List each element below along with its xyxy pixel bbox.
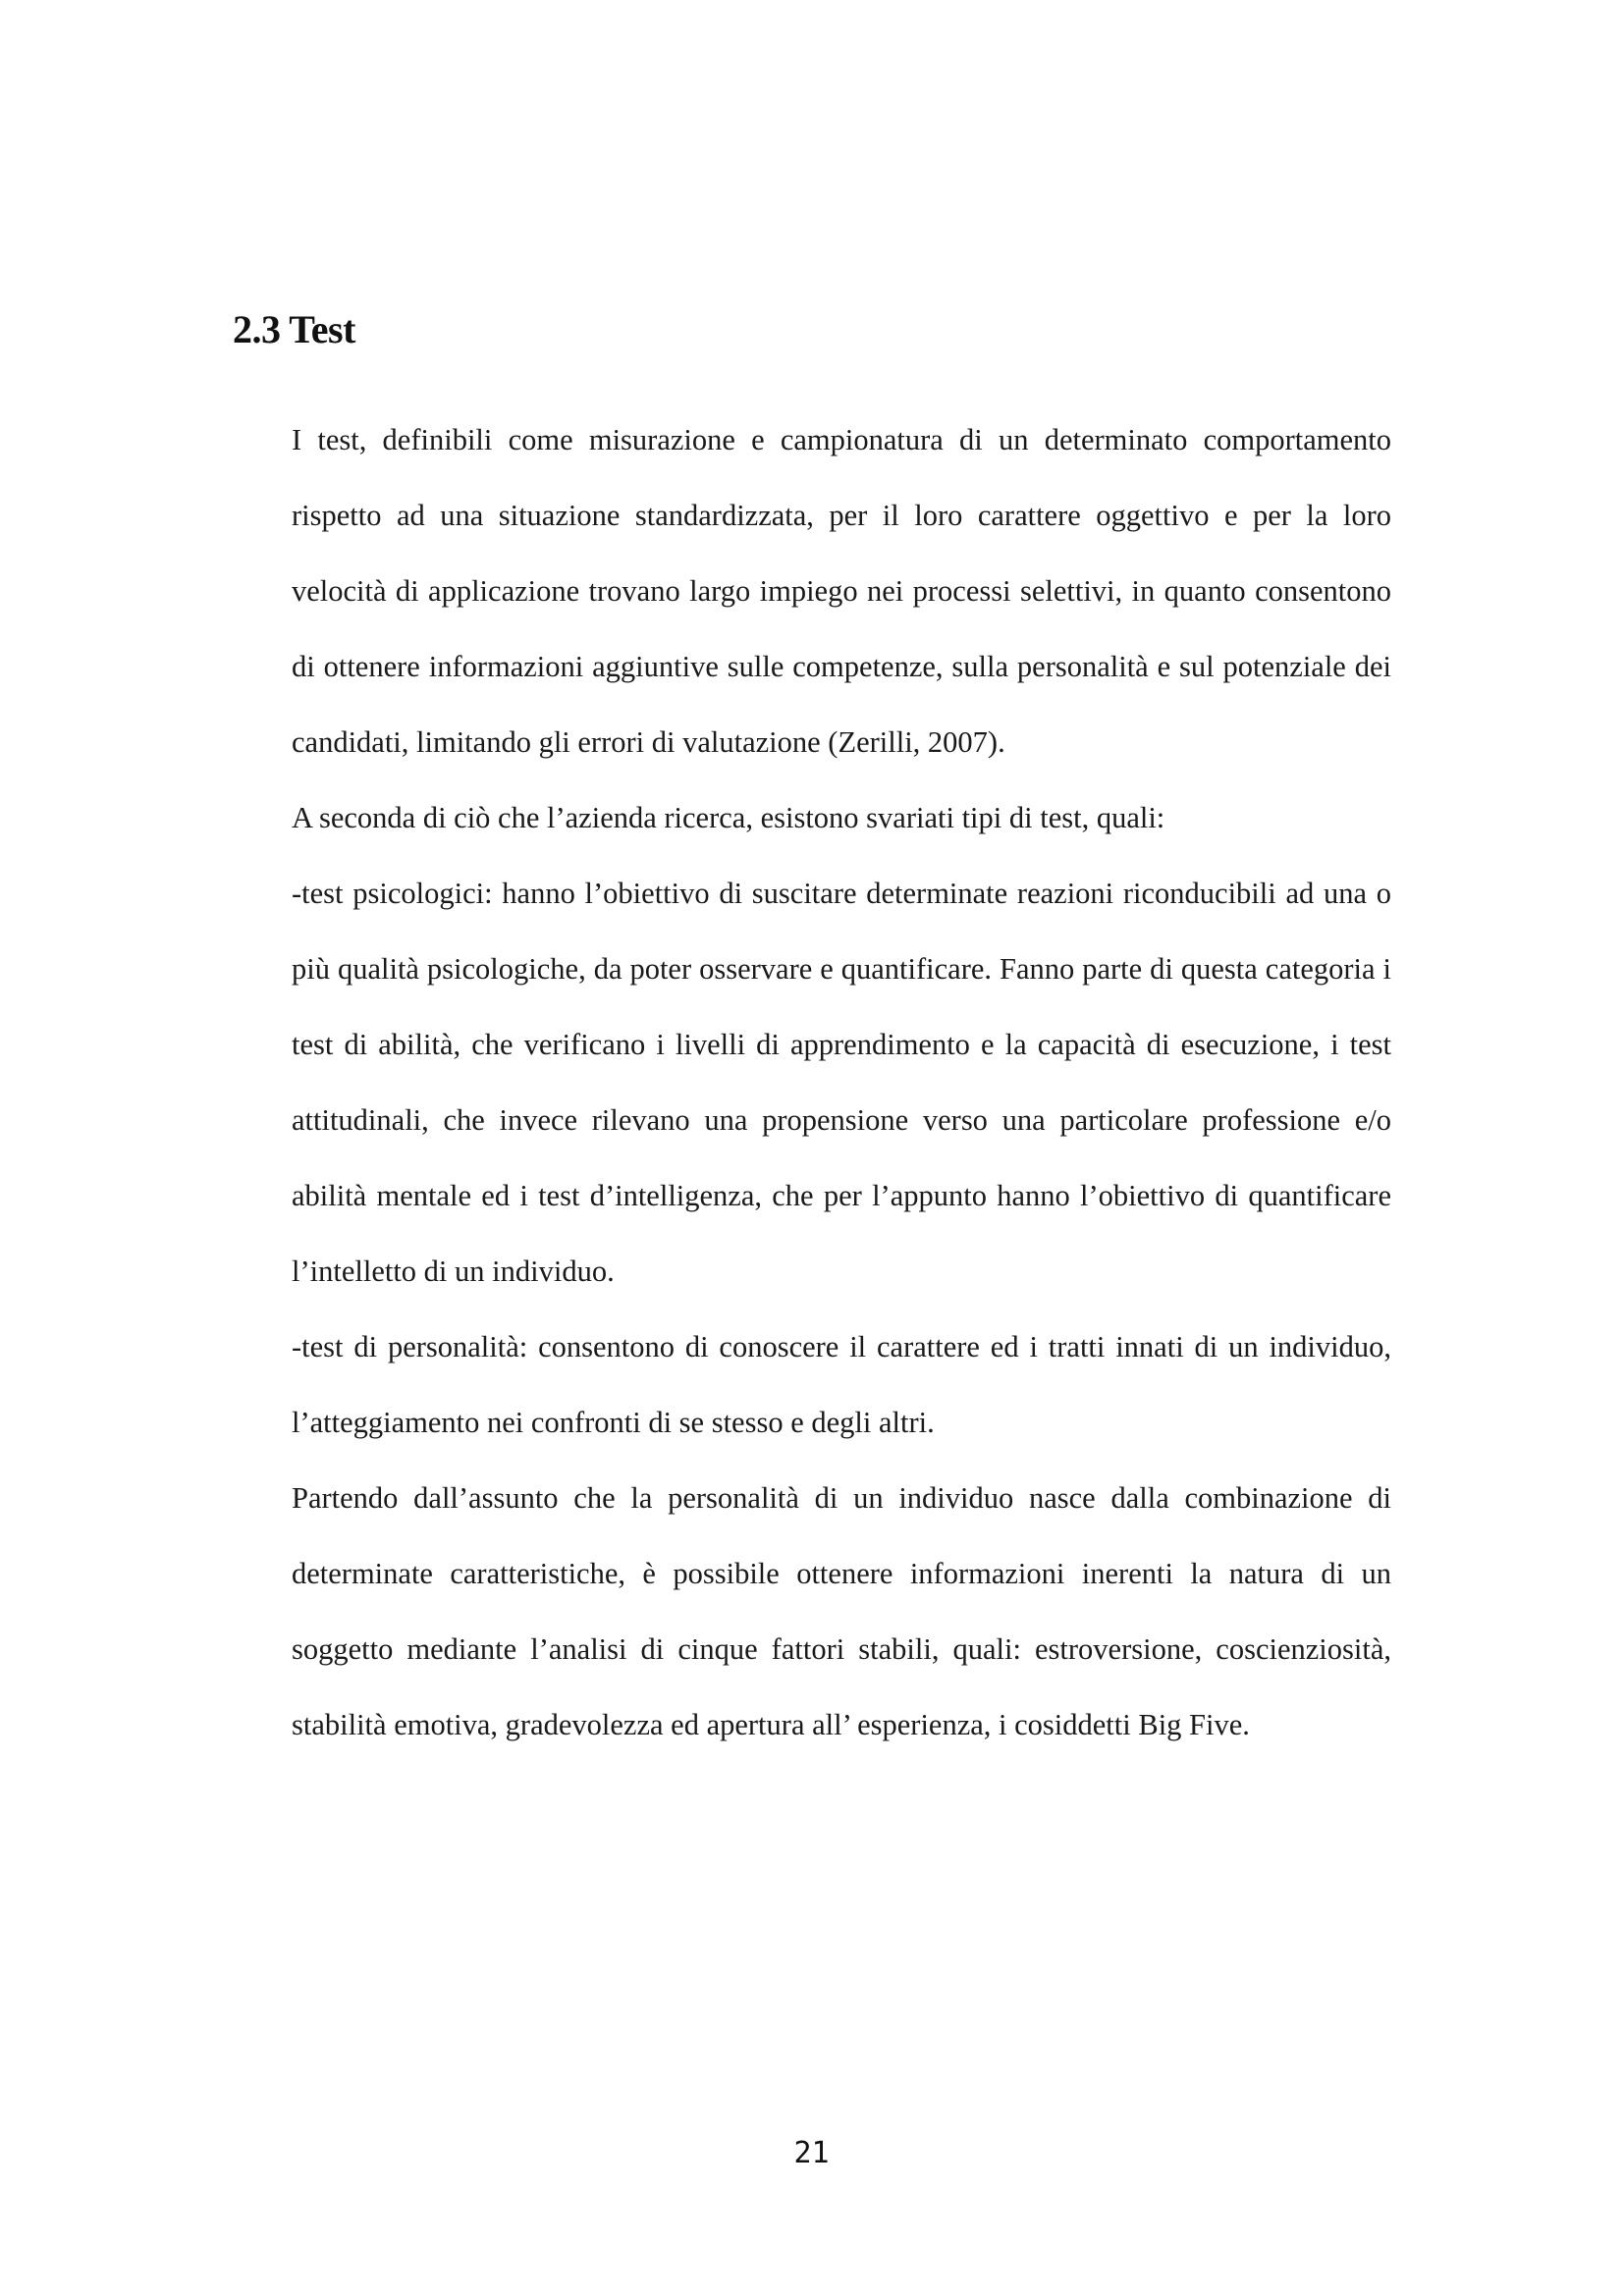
section-heading: 2.3 Test (233, 307, 355, 351)
page-number: 21 (793, 2136, 830, 2170)
paragraph-psychological-tests: -test psicologici: hanno l’obiettivo di suscitare determinate reazioni riconducibili ad una o più qualità psicologiche, da poter osservare e quantificare. Fanno parte di questa categoria i test di abilità, che verificano i livelli di apprendimento e la capacità di esecuzione, i test attitudinali, che invece rilevano una propensione verso una particolare professione e/o abilità mentale ed i test d’intelligenza, che per l’appunto hanno l’obiettivo di quantificare l’intelletto di un individuo. (292, 877, 1391, 1288)
paragraph-personality-tests: -test di personalità: consentono di conoscere il carattere ed i tratti innati di un individuo, l’atteggiamento nei confronti di se stesso e degli altri. (292, 1330, 1391, 1439)
paragraph-test-types-intro: A seconda di ciò che l’azienda ricerca, esistono svariati tipi di test, quali: (292, 801, 1165, 834)
paragraph-test-definition: I test, definibili come misurazione e campionatura di un determinato comportamento rispetto ad una situazione standardizzata, per il loro carattere oggettivo e per la loro velocità di applicazione trovano largo impiego nei processi selettivi, in quanto consentono di ottenere informazioni aggiuntive sulle competenze, sulla personalità e sul potenziale dei candidati, limitando gli errori di valutazione (Zerilli, 2007). (292, 423, 1391, 759)
body-text (292, 402, 1391, 1763)
paragraph-big-five: Partendo dall’assunto che la personalità di un individuo nasce dalla combinazione di determinate caratteristiche, è possibile ottenere informazioni inerenti la natura di un soggetto mediante l’analisi di cinque fattori stabili, quali: estroversione, coscienziosità, stabilità emotiva, gradevolezza ed apertura all’ esperienza, i cosiddetti Big Five. (292, 1481, 1391, 1741)
